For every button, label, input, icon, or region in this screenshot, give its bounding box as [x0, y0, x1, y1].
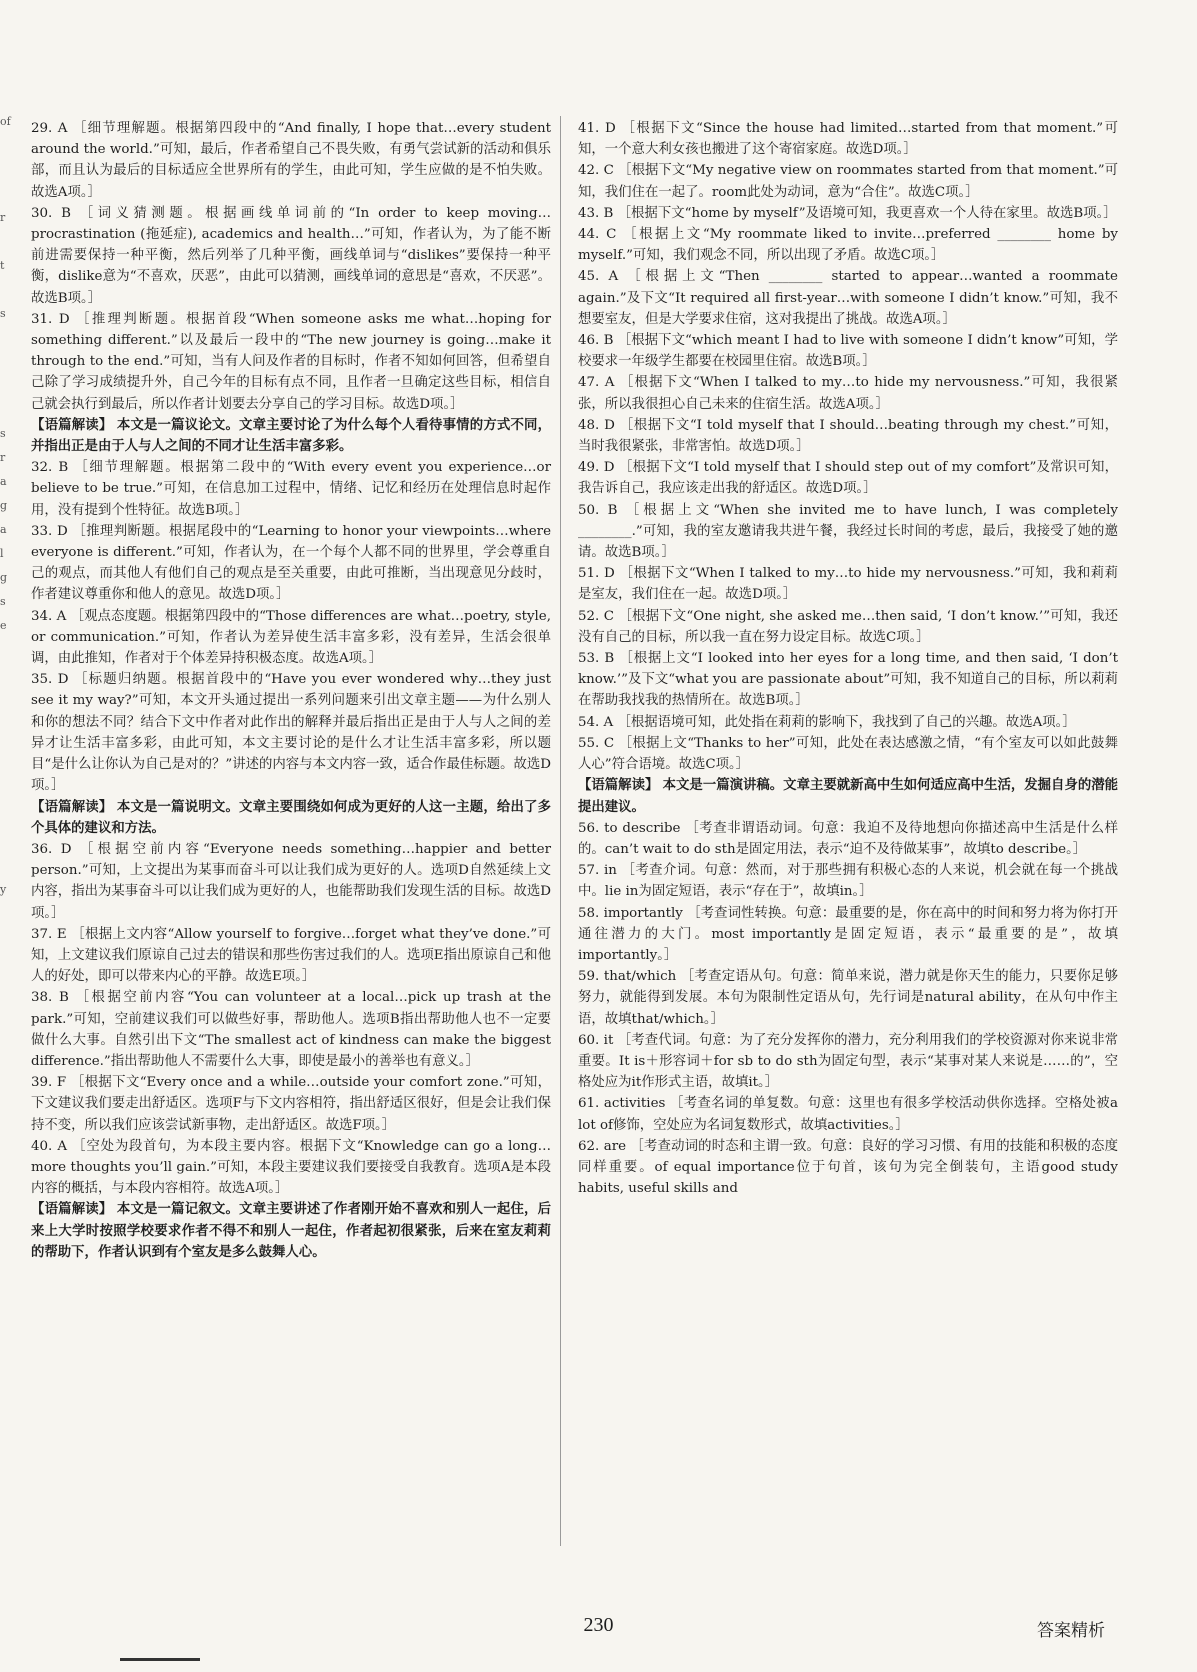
answer-item-q38: 38. B ［根据空前内容“You can volunteer at a local…pick up trash at the park.”可知，空前建议我们可以做些好事，帮助他人。选项B指出帮助他人也不一定要做什么大事。自然引出下文“The smallest act of kindness can make the biggest difference.”指出帮助他人不需要什么大事，即使是最小的善举也有意义。］ [31, 990, 551, 1069]
page-number: 230 [583, 1614, 614, 1636]
summary-text: 本文是一篇演讲稿。文章主要就新高中生如何适应高中生活，发掘自身的潜能提出建议。 [578, 777, 1119, 815]
margin-fragment: g [0, 499, 8, 512]
margin-fragment: r [0, 451, 6, 464]
margin-fragment [0, 758, 14, 782]
margin-fragment [0, 686, 14, 710]
margin-fragment: r [0, 211, 6, 224]
margin-fragment: t [0, 259, 5, 272]
margin-fragment: a [0, 523, 7, 536]
passage-summary [578, 775, 1118, 817]
margin-fragment: s [0, 595, 6, 608]
summary-tag: 【语篇解读】 [31, 417, 113, 433]
answer-item-q57: 57. in ［考查介词。句意：然而，对于那些拥有积极心态的人来说，机会就在每一个挑战中。lie in为固定短语，表示“存在于”，故填in。］ [578, 863, 1118, 900]
answer-item-q46: 46. B ［根据下文“which meant I had to live with someone I didn’t know”可知，学校要求一年级学生都要在校园里住宿。故选B项。］ [578, 333, 1118, 370]
passage-summary [31, 415, 551, 457]
margin-fragment [0, 350, 14, 374]
left-column [31, 118, 551, 1263]
margin-fragment: y [0, 883, 7, 896]
margin-fragment [0, 374, 14, 398]
answer-item-q56: 56. to describe ［考查非谓语动词。句意：我迫不及待地想向你描述高中生活是什么样的。can’t wait to do sth是固定用法，表示“迫不及待做某事”，故填to describe。］ [578, 820, 1118, 857]
answer-item-q51: 51. D ［根据下文“When I talked to my…to hide my nervousness.”可知，我和莉莉是室友，我们住在一起。故选D项。］ [578, 566, 1118, 603]
left-margin-fragments [0, 110, 14, 1430]
answer-item-q32: 32. B ［细节理解题。根据第二段中的“With every event you experience…or believe to be true.”可知，在信息加工过程中，情绪、记忆和经历在处理信息时起作用，没有提到个性特征。故选B项。］ [31, 460, 551, 518]
summary-tag: 【语篇解读】 [31, 1202, 113, 1218]
answer-item-q60: 60. it ［考查代词。句意：为了充分发挥你的潜力，充分利用我们的学校资源对你来说非常重要。It is＋形容词＋for sb to do sth为固定句型，表示“某事对某人来说是……的”，空格处应为it作形式主语，故填it。］ [578, 1032, 1118, 1091]
answer-item-q44: 44. C ［根据上文“My roommate liked to invite…preferred ________ home by myself.”可知，我们观念不同，所以出现了矛盾。故选C项。］ [578, 227, 1118, 264]
answer-item-q43: 43. B ［根据下文“home by myself”及语境可知，我更喜欢一个人待在家里。故选B项。］ [578, 205, 1117, 221]
answer-item-q31: 31. D ［推理判断题。根据首段“When someone asks me what…hoping for something different.”以及最后一段中的“The new journey is going…make it through to the end.”可知，当有人问及作者的目标时，作者不知如何回答，但希望自己除了学习成绩提升外，自己今年的目标有点不同，且作者一旦确定这些目标，相信自己就会执行到最后，所以作者计划要去分享自己的学习目标。故选D项。］ [31, 311, 551, 412]
answer-item-q39: 39. F ［根据下文“Every once and a while…outside your comfort zone.”可知，下文建议我们要走出舒适区。选项F与下文内容相符，指出舒适区很好，但是会让我们保持不变，所以我们应该尝试新事物，走出舒适区。故选F项。］ [31, 1075, 551, 1133]
answer-item-q36: 36. D ［根据空前内容“Everyone needs something…happier and better person.”可知，上文提出为某事而奋斗可以让我们成为更好的人。选项D自然延续上文内容，指出为某事奋斗可以让我们成为更好的人，也能帮助我们发现生活的目标。故选D项。］ [31, 841, 551, 921]
answer-item-q33: 33. D ［推理判断题。根据尾段中的“Learning to honor your viewpoints…where everyone is different.”可知，作者认为，在一个每个人都不同的世界里，学会尊重自己的观点，而其他人有他们自己的观点是至关重要，由此可推断，当出现意见分歧时，作者建议尊重你和他人的意见。故选D项。］ [31, 523, 551, 603]
margin-fragment [0, 662, 14, 686]
margin-fragment [0, 638, 14, 662]
margin-fragment [0, 158, 14, 182]
answer-item-q55: 55. C ［根据上文“Thanks to her”可知，此处在表达感激之情，“有个室友可以如此鼓舞人心”符合语境。故选C项。］ [578, 735, 1118, 773]
margin-fragment [0, 854, 14, 878]
answer-item-q54: 54. A ［根据语境可知，此处指在莉莉的影响下，我找到了自己的兴趣。故选A项。］ [578, 714, 1076, 730]
answer-item-q62: 62. are ［考查动词的时态和主谓一致。句意：良好的学习习惯、有用的技能和积极的态度同样重要。of equal importance位于句首，该句为完全倒装句，主语good study habits, useful skills and [578, 1138, 1118, 1197]
margin-fragment: s [0, 307, 6, 320]
summary-text: 本文是一篇议论文。文章主要讨论了为什么每个人看待事情的方式不同，并指出正是由于人与人之间的不同才让生活丰富多彩。 [31, 416, 552, 455]
answer-item-q35: 35. D ［标题归纳题。根据首段中的“Have you ever wondered why…they just see it my way?”可知，本文开头通过提出一系列问题来引出文章主题——为什么别人和你的想法不同？结合下文中作者对此作出的解释并最后指出正是由于人与人之间的差异才让生活丰富多彩，由此可知，本文主要讨论的是什么才让生活丰富多彩，所以题目“是什么让你认为自己是对的？”讲述的内容与本文内容一致，适合作最佳标题。故选D项。］ [31, 672, 551, 794]
margin-fragment [0, 902, 14, 926]
column-divider [560, 116, 561, 1546]
summary-tag: 【语篇解读】 [578, 778, 659, 794]
answer-item-q53: 53. B ［根据上文“I looked into her eyes for a long time, and then said, ‘I don’t know.’”及下文“what you are passionate about”可知，我不知道自己的目标，所以莉莉在帮助我找我的热情所在。故选B项。］ [578, 651, 1118, 709]
margin-fragment [0, 830, 14, 854]
answer-item-q41: 41. D ［根据下文“Since the house had limited…started from that moment.”可知，一个意大利女孩也搬进了这个寄宿家庭。故选D项。］ [578, 121, 1118, 158]
answer-item-q59: 59. that/which ［考查定语从句。句意：简单来说，潜力就是你天生的能力，只要你足够努力，就能得到发展。本句为限制性定语从句，先行词是natural ability，在从句中作主语，故填that/which。］ [578, 969, 1118, 1027]
summary-tag: 【语篇解读】 [31, 799, 113, 815]
answer-item-q40: 40. A ［空处为段首句，为本段主要内容。根据下文“Knowledge can go a long…more thoughts you’ll gain.”可知，本段主要建议我们要接受自我教育。选项A是本段内容的概括，与本段内容相符。故选A项。］ [31, 1138, 551, 1197]
passage-summary [31, 797, 551, 839]
answer-item-q50: 50. B ［根据上文“When she invited me to have lunch, I was completely ________.”可知，我的室友邀请我共进午餐，我经过长时间的考虑，最后，我接受了她的邀请。故选B项。］ [578, 502, 1118, 561]
answer-item-q30: 30. B ［词义猜测题。根据画线单词前的“In order to keep moving…procrastination (拖延症), academics and health…”可知，作者认为，为了能不断前进需要保持一种平衡，然后列举了几种平衡，画线单词与“dislikes”要保持一种平衡，dislike意为“不喜欢，厌恶”，由此可以猜测，画线单词的意思是“喜欢，不厌恶”。故选B项。］ [31, 205, 551, 306]
margin-fragment [0, 710, 14, 734]
answer-item-q37: 37. E ［根据上文内容“Allow yourself to forgive…forget what they’ve done.”可知，上文建议我们原谅自己过去的错误和那些伤害过我们的人。选项E指出原谅自己和他人的好处，即可以带来内心的平静。故选E项。］ [31, 926, 551, 985]
margin-fragment: l [0, 547, 4, 560]
margin-fragment [0, 806, 14, 830]
margin-fragment: of [0, 115, 11, 128]
answer-item-q49: 49. D ［根据下文“I told myself that I should step out of my comfort”及常识可知，我告诉自己，我应该走出我的舒适区。故选D项。］ [578, 460, 1118, 497]
summary-text: 本文是一篇说明文。文章主要围绕如何成为更好的人这一主题，给出了多个具体的建议和方法。 [31, 798, 552, 836]
right-column [578, 118, 1118, 1199]
margin-fragment [0, 326, 14, 350]
margin-fragment [0, 398, 14, 422]
answer-item-q61: 61. activities ［考查名词的单复数。句意：这里也有很多学校活动供你选择。空格处被a lot of修饰，空处应为名词复数形式，故填activities。］ [578, 1096, 1118, 1133]
margin-fragment [0, 230, 14, 254]
answer-item-q52: 52. C ［根据下文“One night, she asked me…then said, ‘I don’t know.’”可知，我还没有自己的目标，所以我一直在努力设定目标。故选C项。］ [578, 608, 1118, 645]
summary-text: 本文是一篇记叙文。文章主要讲述了作者刚开始不喜欢和别人一起住，后来上大学时按照学校要求作者不得不和别人一起住，作者起初很紧张，后来在室友莉莉的帮助下，作者认识到有个室友是多么鼓舞人心。 [31, 1201, 552, 1260]
answer-item-q42: 42. C ［根据下文“My negative view on roommates started from that moment.”可知，我们住在一起了。room此处为动词，意为“合住”。故选C项。］ [578, 163, 1118, 200]
answer-item-q47: 47. A ［根据下文“When I talked to my…to hide my nervousness.”可知，我很紧张，所以我很担心自己未来的住宿生活。故选A项。］ [578, 375, 1118, 412]
footer-label: 答案精析 [1037, 1621, 1105, 1641]
answer-item-q48: 48. D ［根据下文“I told myself that I should…beating through my chest.”可知，当时我很紧张，非常害怕。故选D项。］ [578, 417, 1118, 455]
passage-summary [31, 1199, 551, 1263]
margin-fragment: e [0, 619, 7, 632]
answer-item-q29: 29. A ［细节理解题。根据第四段中的“And finally, I hope that…every student around the world.”可知，最后，作者希望自己不畏失败，有勇气尝试新的活动和俱乐部，而且认为最后的目标适应全世界所有的学生，由此可知，学生应做的是不怕失败。故选A项。］ [31, 121, 551, 200]
margin-fragment [0, 734, 14, 758]
margin-fragment [0, 134, 14, 158]
answer-item-q34: 34. A ［观点态度题。根据第四段中的“Those differences are what…poetry, style, or communication.”可知，作者认为差异使生活丰富多彩，没有差异，生活会很单调，由此推知，作者对于个体差异持积极态度。故选A项。］ [31, 608, 551, 667]
margin-fragment [0, 782, 14, 806]
margin-fragment [0, 182, 14, 206]
margin-fragment: s [0, 427, 6, 440]
answer-item-q58: 58. importantly ［考查词性转换。句意：最重要的是，你在高中的时间和努力将为你打开通往潜力的大门。most importantly是固定短语，表示“最重要的是”，故填importantly。］ [578, 905, 1118, 963]
margin-fragment [0, 278, 14, 302]
margin-fragment: a [0, 475, 7, 488]
margin-fragment: g [0, 571, 8, 584]
bottom-rule [120, 1658, 200, 1661]
answer-item-q45: 45. A ［根据上文“Then ________ started to appear…wanted a roommate again.”及下文“It required all first-year…with someone I didn’t know.”可知，我不想要室友，但是大学要求住宿，这对我提出了挑战。故选A项。］ [578, 269, 1118, 327]
